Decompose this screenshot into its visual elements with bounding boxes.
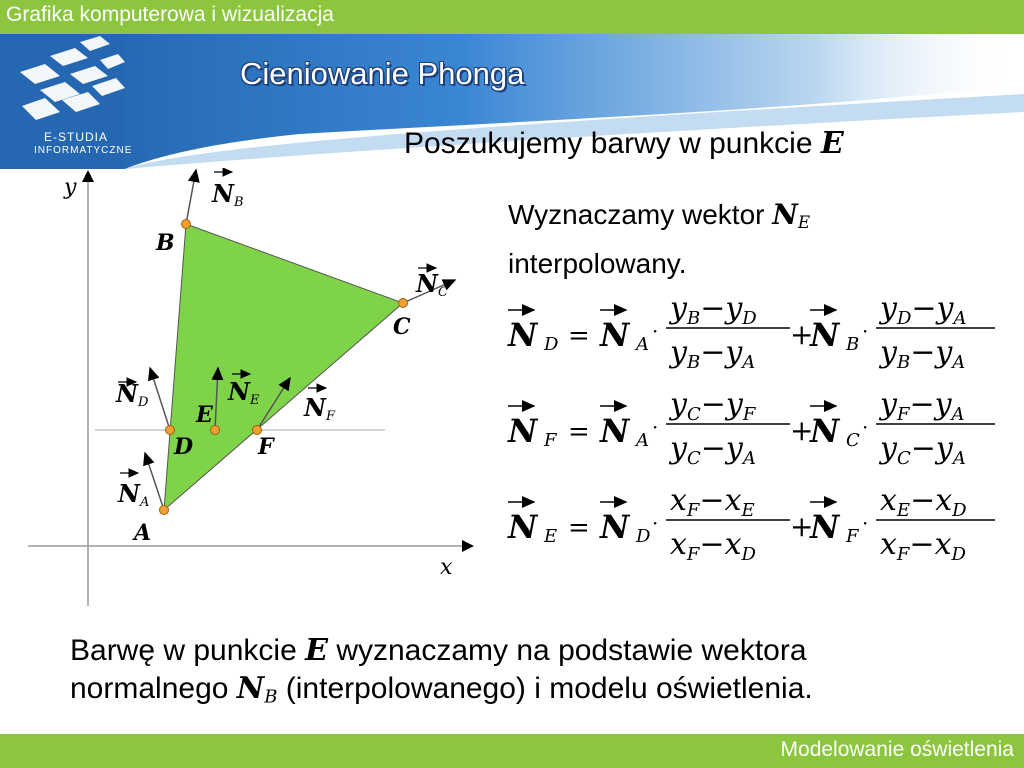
logo-line2: INFORMATYCZNE (34, 145, 133, 156)
svg-text:N: N (810, 508, 840, 546)
formula-ND (507, 291, 995, 373)
svg-text:NC: NC (416, 269, 448, 300)
formula-NF (507, 387, 995, 469)
svg-text:xE−xD: $x_E-x_D$ (880, 483, 967, 521)
svg-text:yF−yA: $y_F-y_A$ (880, 387, 965, 425)
svg-text:NF: NF (304, 393, 335, 424)
svg-text:N: N (600, 316, 630, 354)
svg-text:yC−yA: $y_C-y_A$ (880, 431, 966, 469)
svg-text:N: N (600, 508, 630, 546)
svg-text:yC−yA: $y_C-y_A$ (670, 431, 756, 469)
formulas (500, 288, 1010, 578)
svg-text:C: C (846, 430, 860, 451)
header-bar (0, 0, 1024, 34)
svg-text:·: · (652, 511, 659, 535)
svg-text:N: N (508, 316, 538, 354)
svg-text:·: · (862, 511, 869, 535)
desc-line1: Wyznaczamy wektor $N_E$ (508, 198, 811, 233)
label-A: A (134, 520, 152, 546)
normal-B (186, 170, 196, 224)
normal-label-NF (303, 388, 336, 424)
svg-text:E: E (544, 526, 558, 547)
svg-text:=: = (568, 417, 590, 447)
svg-text:xF−xE: $x_F-x_E$ (670, 483, 755, 521)
point-C (399, 299, 408, 308)
svg-text:A: A (636, 430, 649, 451)
svg-text:·: · (862, 415, 869, 439)
label-B: B (156, 230, 175, 256)
svg-text:ND: ND (116, 379, 149, 410)
svg-text:D: D (544, 334, 559, 355)
conclusion-text: Barwę w punkcie E wyznaczamy na podstawie wektora normalnego $N_B$ (interpolowanego) i modelu oświetlenia. (70, 633, 813, 708)
slide-title: Cieniowanie Phonga (240, 56, 525, 91)
footer-bar (0, 734, 1024, 768)
y-axis-label: y (64, 175, 77, 200)
conclusion-vec-sub: B (264, 686, 278, 708)
point-A (160, 506, 169, 515)
svg-text:B: B (846, 334, 860, 355)
conclusion-vec: N (236, 671, 265, 706)
label-D: D (174, 434, 194, 460)
svg-text:=: = (568, 321, 590, 351)
svg-text:NB: NB (212, 179, 244, 210)
svg-text:+: + (790, 414, 814, 447)
svg-text:NE: NE (228, 377, 260, 408)
formula-NE (507, 483, 995, 565)
desc-vec: N (772, 198, 798, 231)
footer-section: Modelowanie oświetlenia (780, 738, 1014, 761)
svg-text:xF−xD: $x_F-x_D$ (880, 527, 966, 565)
normal-D (150, 368, 170, 430)
svg-text:N: N (810, 412, 840, 450)
normal-label-NB (211, 172, 244, 210)
svg-text:NA: NA (118, 479, 150, 510)
conclusion-var: E (305, 633, 328, 668)
svg-text:+: + (790, 510, 814, 543)
normal-label-NA (117, 473, 149, 510)
svg-text:N: N (508, 412, 538, 450)
svg-text:·: · (652, 319, 659, 343)
heading-var: E (820, 126, 844, 161)
x-axis-label: x (440, 555, 453, 580)
point-B (182, 220, 191, 229)
heading: Poszukujemy barwy w punkcie E (404, 126, 844, 161)
logo-line1: E-STUDIA (44, 130, 109, 144)
triangle-diagram (0, 168, 480, 608)
normal-label-ND (115, 379, 149, 410)
svg-text:yC−yF: $y_C-y_F$ (670, 387, 756, 425)
course-title: Grafika komputerowa i wizualizacja (6, 3, 334, 26)
svg-text:xF−xD: $x_F-x_D$ (670, 527, 756, 565)
svg-text:yB−yA: $y_B-y_A$ (670, 335, 756, 373)
desc-vec-sub: E (797, 212, 811, 233)
svg-text:N: N (600, 412, 630, 450)
label-E: E (196, 402, 213, 428)
svg-text:yD−yA: $y_D-y_A$ (880, 291, 967, 329)
svg-text:F: F (846, 526, 859, 547)
svg-text:A: A (636, 334, 649, 355)
svg-text:=: = (568, 513, 590, 543)
svg-text:yB−yA: $y_B-y_A$ (880, 335, 966, 373)
svg-text:N: N (810, 316, 840, 354)
label-C: C (393, 314, 411, 340)
svg-text:+: + (790, 318, 814, 351)
svg-text:·: · (652, 415, 659, 439)
svg-text:N: N (508, 508, 538, 546)
svg-text:·: · (862, 319, 869, 343)
triangle (164, 224, 403, 510)
svg-text:yB−yD: $y_B-y_D$ (670, 291, 757, 329)
label-F: F (258, 434, 274, 460)
desc-line2: interpolowany. (508, 248, 687, 279)
svg-text:F: F (544, 430, 557, 451)
svg-text:D: D (636, 526, 651, 547)
normal-label-NC (415, 268, 448, 300)
